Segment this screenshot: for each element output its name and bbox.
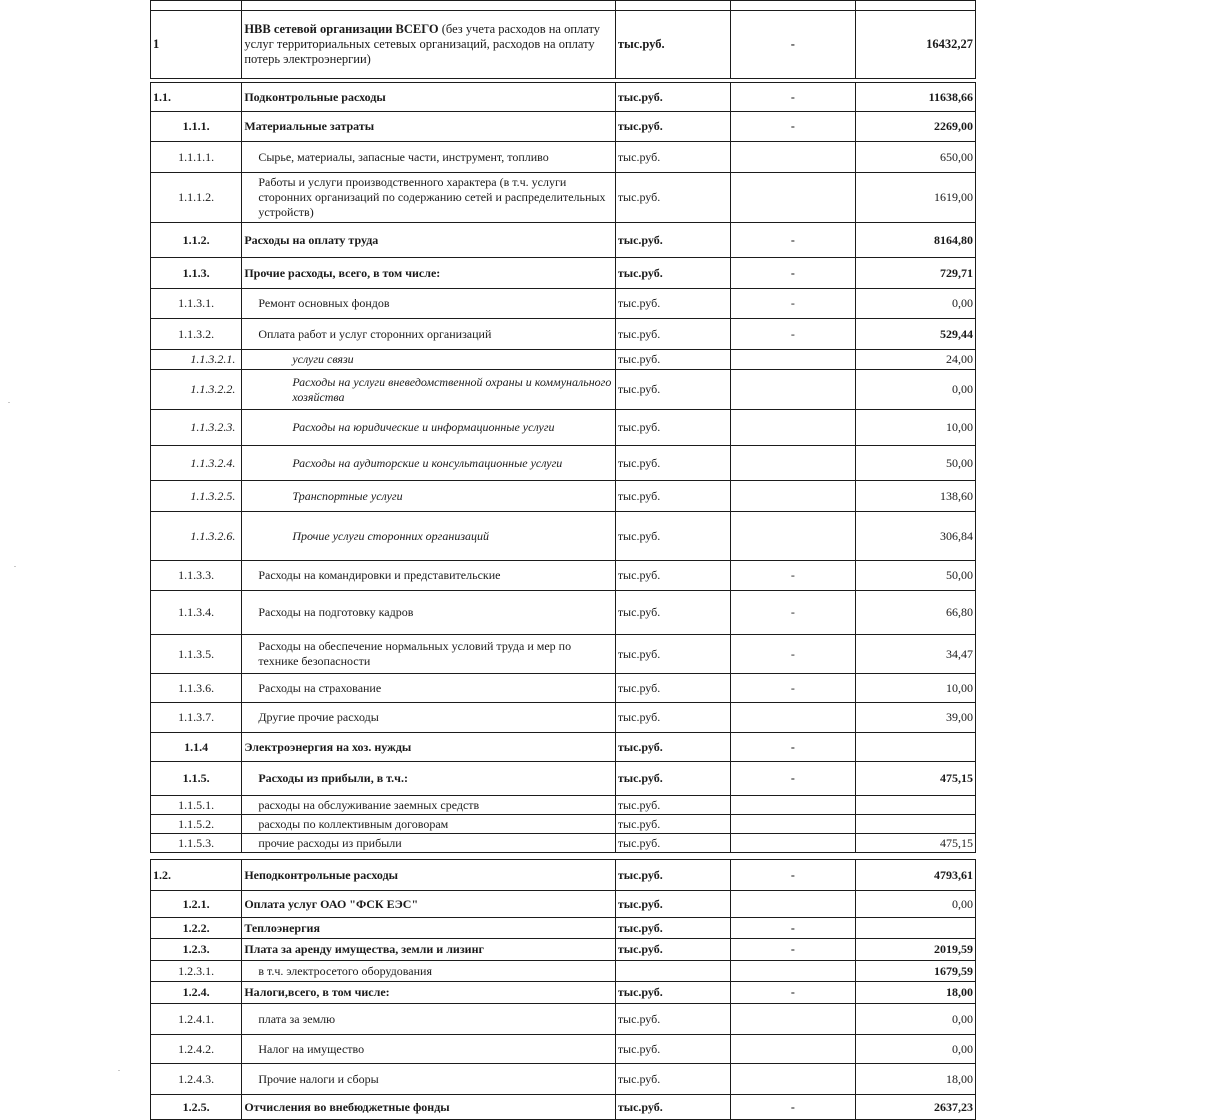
table-row — [151, 674, 976, 703]
row-unit: тыс.руб. — [615, 258, 730, 289]
row-unit: тыс.руб. — [615, 635, 730, 674]
table-row — [151, 982, 976, 1004]
row-value — [855, 853, 975, 860]
row-unit: тыс.руб. — [615, 834, 730, 853]
row-number: 1.1.3.2.1. — [151, 350, 242, 370]
row-unit: тыс.руб. — [615, 674, 730, 703]
budget-table-body — [151, 1, 976, 1120]
row-number: 1.1.3.4. — [151, 591, 242, 635]
table-row — [151, 258, 976, 289]
row-unit: тыс.руб. — [615, 446, 730, 481]
row-unit: тыс.руб. — [615, 918, 730, 939]
table-row — [151, 446, 976, 481]
row-value: 0,00 — [855, 370, 975, 410]
row-unit: тыс.руб. — [615, 350, 730, 370]
row-value: 10,00 — [855, 674, 975, 703]
table-row — [151, 860, 976, 891]
row-value: 10,00 — [855, 410, 975, 446]
table-row — [151, 223, 976, 258]
row-number: 1.1.3.6. — [151, 674, 242, 703]
row-dash — [730, 853, 855, 860]
row-number: 1.1.4 — [151, 733, 242, 762]
scan-speck — [118, 1070, 120, 1071]
row-name: Прочие расходы, всего, в том числе: — [242, 258, 616, 289]
table-row — [151, 289, 976, 319]
row-value: 2019,59 — [855, 939, 975, 961]
row-value: 1679,59 — [855, 961, 975, 982]
row-name — [242, 1, 616, 11]
table-row — [151, 635, 976, 674]
row-dash — [730, 512, 855, 561]
row-dash — [730, 703, 855, 733]
table-row — [151, 173, 976, 223]
row-name: Расходы на страхование — [242, 674, 616, 703]
row-unit: тыс.руб. — [615, 762, 730, 796]
row-name: Транспортные услуги — [242, 481, 616, 512]
row-dash — [730, 796, 855, 815]
row-unit: тыс.руб. — [615, 11, 730, 79]
row-number: 1.1.5.2. — [151, 815, 242, 834]
table-row — [151, 591, 976, 635]
row-number: 1.2.1. — [151, 891, 242, 918]
row-dash — [730, 1064, 855, 1095]
row-value: 306,84 — [855, 512, 975, 561]
row-value — [855, 796, 975, 815]
row-unit: тыс.руб. — [615, 370, 730, 410]
row-number: 1.2.3. — [151, 939, 242, 961]
row-number: 1.1.5. — [151, 762, 242, 796]
table-row — [151, 481, 976, 512]
row-number: 1.1.3.2.6. — [151, 512, 242, 561]
row-name: Оплата работ и услуг сторонних организаций — [242, 319, 616, 350]
row-dash: - — [730, 939, 855, 961]
table-row — [151, 918, 976, 939]
row-dash — [730, 481, 855, 512]
row-dash: - — [730, 591, 855, 635]
row-name: Расходы на услуги вневедомственной охраны и коммунального хозяйства — [242, 370, 616, 410]
row-dash: - — [730, 223, 855, 258]
row-dash — [730, 410, 855, 446]
row-number — [151, 853, 242, 860]
row-number: 1.2.4.2. — [151, 1035, 242, 1064]
table-row — [151, 796, 976, 815]
table-row — [151, 1004, 976, 1035]
row-dash: - — [730, 674, 855, 703]
table-row — [151, 834, 976, 853]
row-unit — [615, 961, 730, 982]
row-number: 1.2.4.3. — [151, 1064, 242, 1095]
table-row — [151, 939, 976, 961]
table-row — [151, 733, 976, 762]
row-dash — [730, 370, 855, 410]
row-unit — [615, 1, 730, 11]
table-row — [151, 1095, 976, 1120]
table-row — [151, 11, 976, 79]
row-dash: - — [730, 860, 855, 891]
row-name: Неподконтрольные расходы — [242, 860, 616, 891]
row-name: Налоги,всего, в том числе: — [242, 982, 616, 1004]
row-value: 0,00 — [855, 1035, 975, 1064]
row-value: 18,00 — [855, 982, 975, 1004]
row-name: в т.ч. электросетого оборудования — [242, 961, 616, 982]
row-unit: тыс.руб. — [615, 1064, 730, 1095]
row-dash: - — [730, 1095, 855, 1120]
row-value: 11638,66 — [855, 83, 975, 112]
table-row — [151, 370, 976, 410]
row-number: 1.1.5.3. — [151, 834, 242, 853]
row-number: 1.1.3.2. — [151, 319, 242, 350]
row-name: Расходы из прибыли, в т.ч.: — [242, 762, 616, 796]
row-number: 1.1.3.3. — [151, 561, 242, 591]
table-row — [151, 112, 976, 142]
row-name: Плата за аренду имущества, земли и лизинг — [242, 939, 616, 961]
scan-speck — [14, 566, 16, 567]
row-value: 0,00 — [855, 1004, 975, 1035]
row-dash — [730, 446, 855, 481]
row-dash: - — [730, 733, 855, 762]
row-value — [855, 815, 975, 834]
row-number: 1.1.3.5. — [151, 635, 242, 674]
row-name — [242, 11, 616, 79]
table-row — [151, 762, 976, 796]
row-value: 50,00 — [855, 446, 975, 481]
row-unit — [615, 853, 730, 860]
row-dash — [730, 815, 855, 834]
row-value — [855, 1, 975, 11]
row-value — [855, 733, 975, 762]
row-unit: тыс.руб. — [615, 319, 730, 350]
row-name — [242, 853, 616, 860]
row-number: 1.2.2. — [151, 918, 242, 939]
row-value: 34,47 — [855, 635, 975, 674]
row-name: Прочие налоги и сборы — [242, 1064, 616, 1095]
row-name: Теплоэнергия — [242, 918, 616, 939]
row-dash — [730, 1035, 855, 1064]
row-dash: - — [730, 982, 855, 1004]
row-unit: тыс.руб. — [615, 939, 730, 961]
row-name: Сырье, материалы, запасные части, инструмент, топливо — [242, 142, 616, 173]
table-row — [151, 350, 976, 370]
row-number: 1.1.1. — [151, 112, 242, 142]
row-value: 18,00 — [855, 1064, 975, 1095]
row-dash — [730, 142, 855, 173]
row-number: 1.1.3.1. — [151, 289, 242, 319]
row-number: 1.2.4. — [151, 982, 242, 1004]
row-number: 1.1. — [151, 83, 242, 112]
row-number: 1.1.1.1. — [151, 142, 242, 173]
scan-speck — [8, 402, 10, 403]
row-number: 1.1.3.2.4. — [151, 446, 242, 481]
row-value: 0,00 — [855, 289, 975, 319]
row-dash: - — [730, 918, 855, 939]
row-dash: - — [730, 258, 855, 289]
row-name: Материальные затраты — [242, 112, 616, 142]
row-name-bold: НВВ сетевой организации ВСЕГО — [244, 22, 439, 36]
row-name: прочие расходы из прибыли — [242, 834, 616, 853]
row-value: 650,00 — [855, 142, 975, 173]
row-unit: тыс.руб. — [615, 982, 730, 1004]
row-dash: - — [730, 762, 855, 796]
row-number: 1.1.3.2.3. — [151, 410, 242, 446]
row-name: Оплата услуг ОАО "ФСК ЕЭС" — [242, 891, 616, 918]
row-name: Расходы на командировки и представительские — [242, 561, 616, 591]
row-name: Расходы на обеспечение нормальных условий труда и мер по технике безопасности — [242, 635, 616, 674]
row-unit: тыс.руб. — [615, 223, 730, 258]
row-dash: - — [730, 561, 855, 591]
row-number: 1 — [151, 11, 242, 79]
row-name: Отчисления во внебюджетные фонды — [242, 1095, 616, 1120]
row-dash — [730, 350, 855, 370]
table-row — [151, 891, 976, 918]
row-unit: тыс.руб. — [615, 703, 730, 733]
row-number: 1.1.3.2.2. — [151, 370, 242, 410]
table-row — [151, 83, 976, 112]
budget-table — [150, 0, 976, 1120]
row-value: 50,00 — [855, 561, 975, 591]
row-dash: - — [730, 11, 855, 79]
row-number: 1.1.2. — [151, 223, 242, 258]
row-dash — [730, 961, 855, 982]
row-dash — [730, 1, 855, 11]
row-number: 1.2.4.1. — [151, 1004, 242, 1035]
row-value: 39,00 — [855, 703, 975, 733]
row-number: 1.2.3.1. — [151, 961, 242, 982]
row-value: 0,00 — [855, 891, 975, 918]
row-dash — [730, 1004, 855, 1035]
row-dash: - — [730, 112, 855, 142]
row-unit: тыс.руб. — [615, 173, 730, 223]
row-value: 2269,00 — [855, 112, 975, 142]
row-value: 2637,23 — [855, 1095, 975, 1120]
row-unit: тыс.руб. — [615, 860, 730, 891]
row-value: 729,71 — [855, 258, 975, 289]
table-row — [151, 319, 976, 350]
row-unit: тыс.руб. — [615, 1004, 730, 1035]
table-row — [151, 815, 976, 834]
row-value: 1619,00 — [855, 173, 975, 223]
row-unit: тыс.руб. — [615, 512, 730, 561]
row-unit: тыс.руб. — [615, 815, 730, 834]
left-margin — [0, 0, 150, 1080]
row-unit: тыс.руб. — [615, 112, 730, 142]
row-unit: тыс.руб. — [615, 561, 730, 591]
row-name: Подконтрольные расходы — [242, 83, 616, 112]
row-unit: тыс.руб. — [615, 891, 730, 918]
row-unit: тыс.руб. — [615, 1095, 730, 1120]
row-name-note: (без учета расходов на оплату услуг территориальных сетевых организаций, расходов на оплату потерь электроэнергии) — [244, 22, 601, 66]
table-row — [151, 1035, 976, 1064]
row-name: Прочие услуги сторонних организаций — [242, 512, 616, 561]
row-value: 4793,61 — [855, 860, 975, 891]
row-number: 1.1.3.2.5. — [151, 481, 242, 512]
row-dash: - — [730, 83, 855, 112]
row-value: 475,15 — [855, 834, 975, 853]
row-value: 8164,80 — [855, 223, 975, 258]
row-dash — [730, 891, 855, 918]
row-number: 1.2.5. — [151, 1095, 242, 1120]
row-number: 1.1.1.2. — [151, 173, 242, 223]
row-unit: тыс.руб. — [615, 796, 730, 815]
row-value — [855, 918, 975, 939]
row-name: Расходы на аудиторские и консультационные услуги — [242, 446, 616, 481]
row-unit: тыс.руб. — [615, 142, 730, 173]
row-name: услуги связи — [242, 350, 616, 370]
row-number: 1.2. — [151, 860, 242, 891]
row-name: Налог на имущество — [242, 1035, 616, 1064]
row-value: 66,80 — [855, 591, 975, 635]
row-name: расходы по коллективным договорам — [242, 815, 616, 834]
row-name: Другие прочие расходы — [242, 703, 616, 733]
table-row — [151, 1, 976, 11]
row-dash — [730, 173, 855, 223]
row-value: 529,44 — [855, 319, 975, 350]
table-separator-row — [151, 853, 976, 860]
row-unit: тыс.руб. — [615, 733, 730, 762]
row-value: 16432,27 — [855, 11, 975, 79]
row-value: 138,60 — [855, 481, 975, 512]
row-unit: тыс.руб. — [615, 410, 730, 446]
row-name: Электроэнергия на хоз. нужды — [242, 733, 616, 762]
row-value: 475,15 — [855, 762, 975, 796]
row-name: Расходы на подготовку кадров — [242, 591, 616, 635]
row-dash: - — [730, 319, 855, 350]
row-dash — [730, 834, 855, 853]
row-number — [151, 1, 242, 11]
row-name: Работы и услуги производственного характера (в т.ч. услуги сторонних организаций по содержанию сетей и распределительных устройств) — [242, 173, 616, 223]
table-row — [151, 561, 976, 591]
row-number: 1.1.5.1. — [151, 796, 242, 815]
row-name: Расходы на юридические и информационные услуги — [242, 410, 616, 446]
table-row — [151, 961, 976, 982]
row-name: расходы на обслуживание заемных средств — [242, 796, 616, 815]
row-name: плата за землю — [242, 1004, 616, 1035]
row-number: 1.1.3. — [151, 258, 242, 289]
row-unit: тыс.руб. — [615, 591, 730, 635]
row-name: Ремонт основных фондов — [242, 289, 616, 319]
table-row — [151, 703, 976, 733]
row-unit: тыс.руб. — [615, 481, 730, 512]
table-row — [151, 410, 976, 446]
row-value: 24,00 — [855, 350, 975, 370]
row-unit: тыс.руб. — [615, 83, 730, 112]
row-dash: - — [730, 289, 855, 319]
row-unit: тыс.руб. — [615, 289, 730, 319]
row-name: Расходы на оплату труда — [242, 223, 616, 258]
table-row — [151, 142, 976, 173]
table-row — [151, 1064, 976, 1095]
table-row — [151, 512, 976, 561]
row-dash: - — [730, 635, 855, 674]
row-number: 1.1.3.7. — [151, 703, 242, 733]
row-unit: тыс.руб. — [615, 1035, 730, 1064]
